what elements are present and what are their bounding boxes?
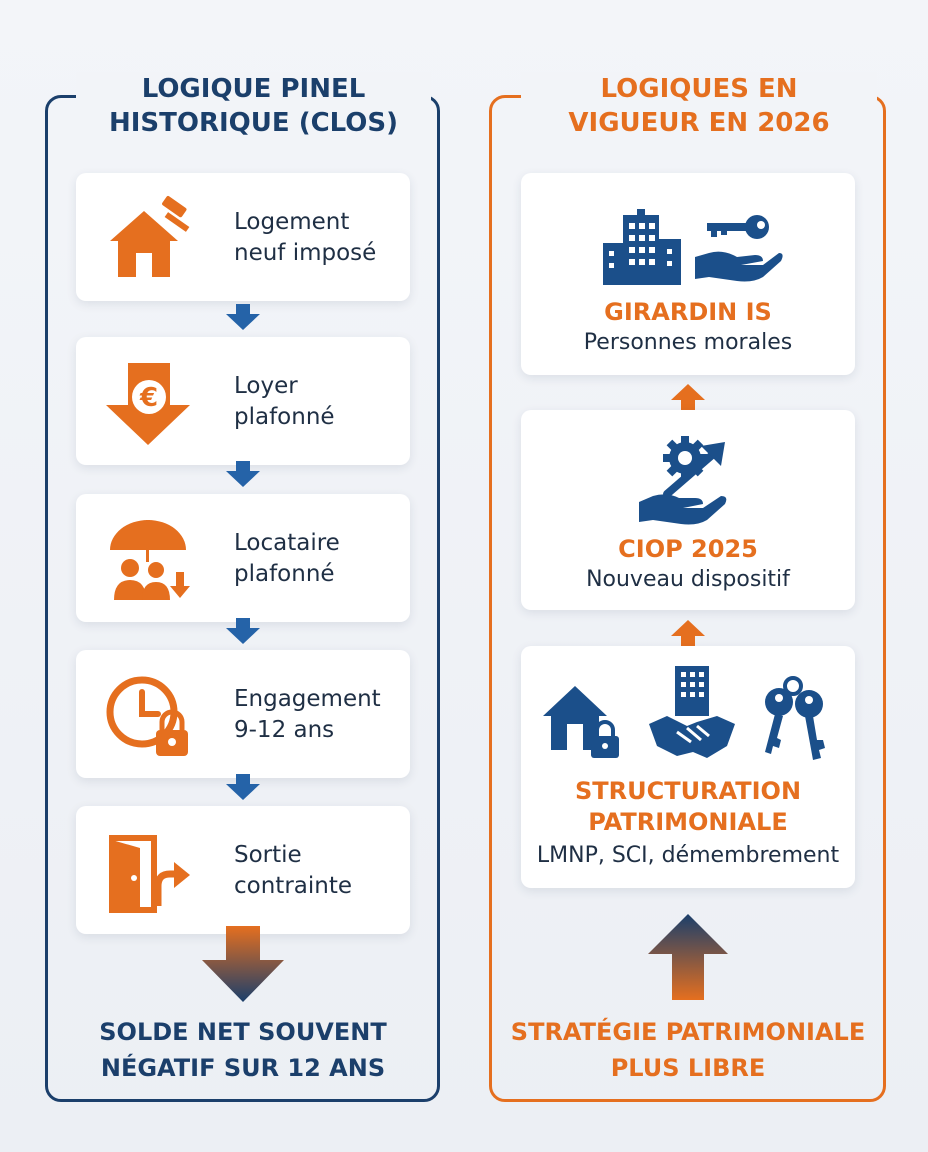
clock-lock-icon bbox=[104, 672, 192, 760]
up-arrow-icon bbox=[671, 384, 705, 410]
pinel-conclusion: SOLDE NET SOUVENT NÉGATIF SUR 12 ANS bbox=[99, 1018, 387, 1082]
step-card-logement bbox=[76, 173, 410, 301]
down-arrow-icon bbox=[226, 461, 260, 487]
step-card-sortie bbox=[76, 806, 410, 934]
big-down-arrow-icon bbox=[202, 926, 284, 1002]
step-label: Sortie contrainte bbox=[234, 842, 352, 899]
card-structuration-patrimoniale bbox=[521, 646, 855, 888]
card-title: GIRARDIN IS bbox=[604, 298, 772, 326]
house-lock-icon bbox=[541, 678, 621, 758]
card-subtitle: Nouveau dispositif bbox=[586, 567, 790, 592]
gear-hand-growth-icon bbox=[637, 428, 751, 528]
step-card-locataire bbox=[76, 494, 410, 622]
step-card-loyer bbox=[76, 337, 410, 465]
down-arrow-icon bbox=[226, 618, 260, 644]
strategies-conclusion: STRATÉGIE PATRIMONIALE PLUS LIBRE bbox=[510, 1018, 866, 1082]
keys-icon bbox=[755, 676, 835, 762]
step-label: Locataire plafonné bbox=[234, 530, 340, 587]
step-label: Loyer plafonné bbox=[234, 373, 335, 430]
door-exit-icon bbox=[104, 828, 192, 916]
strategies-2026-title: LOGIQUES EN VIGUEUR EN 2026 bbox=[521, 72, 877, 140]
card-ciop-2025 bbox=[521, 410, 855, 610]
down-arrow-icon bbox=[226, 304, 260, 330]
house-gavel-icon bbox=[104, 195, 192, 283]
card-subtitle: Personnes morales bbox=[583, 330, 793, 355]
down-arrow-icon bbox=[226, 774, 260, 800]
step-label: Logement neuf imposé bbox=[234, 209, 377, 266]
up-arrow-icon bbox=[671, 620, 705, 646]
big-up-arrow-icon bbox=[648, 914, 728, 1000]
building-handshake-icon bbox=[647, 666, 737, 758]
card-title: CIOP 2025 bbox=[618, 535, 758, 563]
step-label: Engagement 9-12 ans bbox=[234, 686, 381, 743]
card-subtitle: LMNP, SCI, démembrement bbox=[536, 843, 840, 868]
building-icon bbox=[601, 209, 683, 285]
card-girardin-is bbox=[521, 173, 855, 375]
euro-down-arrow-icon bbox=[104, 359, 192, 447]
svg-text:€: € bbox=[139, 383, 159, 413]
card-title: STRUCTURATION PATRIMONIALE bbox=[574, 777, 802, 836]
pinel-title: LOGIQUE PINEL HISTORIQUE (CLOS) bbox=[76, 72, 431, 140]
umbrella-family-icon bbox=[104, 516, 192, 604]
step-card-engagement bbox=[76, 650, 410, 778]
key-hand-icon bbox=[693, 213, 783, 285]
